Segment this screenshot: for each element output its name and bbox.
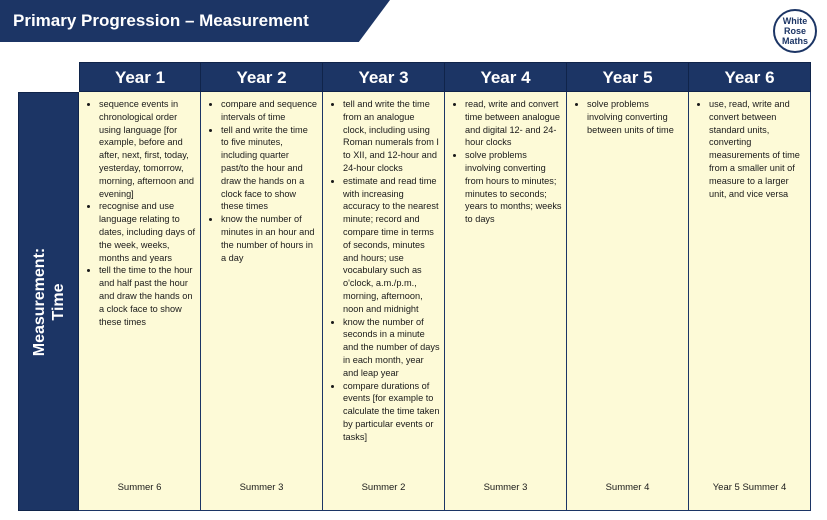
term-label: Summer 2 bbox=[361, 482, 406, 493]
objective-item: • know the number of seconds in a minute and the number of days in each month, year and leap year bbox=[343, 316, 440, 380]
row-label-text bbox=[30, 247, 68, 355]
logo-line-2: Rose bbox=[783, 26, 806, 36]
row-label bbox=[18, 92, 79, 511]
objective-item: • solve problems involving converting from hours to minutes; minutes to seconds; years to months; weeks to days bbox=[465, 149, 562, 226]
column-year-1 bbox=[79, 62, 201, 511]
column-body-year-6 bbox=[689, 92, 811, 511]
column-year-3 bbox=[323, 62, 445, 511]
logo-line-1: White bbox=[782, 16, 808, 26]
objective-item: • recognise and use language relating to dates, including days of the week, weeks, months and years bbox=[99, 200, 196, 264]
term-label: Summer 6 bbox=[117, 482, 162, 493]
column-header-year-1: Year 1 bbox=[79, 62, 201, 92]
column-year-4 bbox=[445, 62, 567, 511]
objective-item: • tell and write the time to five minutes, including quarter past/to the hour and draw the hands on a clock face to show these times bbox=[221, 124, 318, 214]
logo-line-3: Maths bbox=[781, 36, 808, 46]
table-corner bbox=[18, 62, 79, 92]
term-label: Year 5 Summer 4 bbox=[712, 482, 787, 493]
objectives-list bbox=[445, 92, 566, 226]
column-year-6 bbox=[689, 62, 811, 511]
column-body-year-1 bbox=[79, 92, 201, 511]
objective-item: • compare and sequence intervals of time bbox=[221, 98, 318, 124]
objectives-list bbox=[689, 92, 810, 200]
objective-item: • read, write and convert time between analogue and digital 12- and 24-hour clocks bbox=[465, 98, 562, 149]
term-label: Summer 3 bbox=[239, 482, 284, 493]
column-header-year-4: Year 4 bbox=[445, 62, 567, 92]
objectives-list bbox=[567, 92, 688, 136]
objective-item: • know the number of minutes in an hour and the number of hours in a day bbox=[221, 213, 318, 264]
column-header-year-2: Year 2 bbox=[201, 62, 323, 92]
term-label: Summer 4 bbox=[605, 482, 650, 493]
objective-item: • compare durations of events [for example to calculate the time taken by particular events or tasks] bbox=[343, 380, 440, 444]
column-year-5 bbox=[567, 62, 689, 511]
progression-table bbox=[18, 62, 812, 511]
column-year-2 bbox=[201, 62, 323, 511]
objective-item: • solve problems involving converting between units of time bbox=[587, 98, 684, 136]
column-body-year-3 bbox=[323, 92, 445, 511]
objectives-list bbox=[201, 92, 322, 264]
term-label: Summer 3 bbox=[483, 482, 528, 493]
row-label-line-1: Measurement: bbox=[30, 247, 48, 356]
objective-item: • tell the time to the hour and half past the hour and draw the hands on a clock face to show these times bbox=[99, 264, 196, 328]
column-header-year-6: Year 6 bbox=[689, 62, 811, 92]
column-header-year-5: Year 5 bbox=[567, 62, 689, 92]
column-body-year-4 bbox=[445, 92, 567, 511]
objective-item: • sequence events in chronological order using language [for example, before and after, next, first, today, yesterday, tomorrow, morning, afternoon and evening] bbox=[99, 98, 196, 200]
objectives-list bbox=[79, 92, 200, 328]
objective-item: • tell and write the time from an analogue clock, including using Roman numerals from I to XII, and 12-hour and 24-hour clocks bbox=[343, 98, 440, 175]
column-body-year-2 bbox=[201, 92, 323, 511]
objective-item: • estimate and read time with increasing accuracy to the nearest minute; record and compare time in terms of seconds, minutes and hours; use vocabulary such as o'clock, a.m./p.m., morning, afternoon, noon and midnight bbox=[343, 175, 440, 316]
white-rose-maths-logo bbox=[773, 9, 817, 53]
row-label-line-2: Time bbox=[49, 282, 67, 321]
page-title: Primary Progression – Measurement bbox=[13, 11, 309, 30]
column-body-year-5 bbox=[567, 92, 689, 511]
objective-item: • use, read, write and convert between standard units, converting measurements of time from a smaller unit of measure to a larger unit, and vice versa bbox=[709, 98, 806, 200]
objectives-list bbox=[323, 92, 444, 444]
column-header-year-3: Year 3 bbox=[323, 62, 445, 92]
